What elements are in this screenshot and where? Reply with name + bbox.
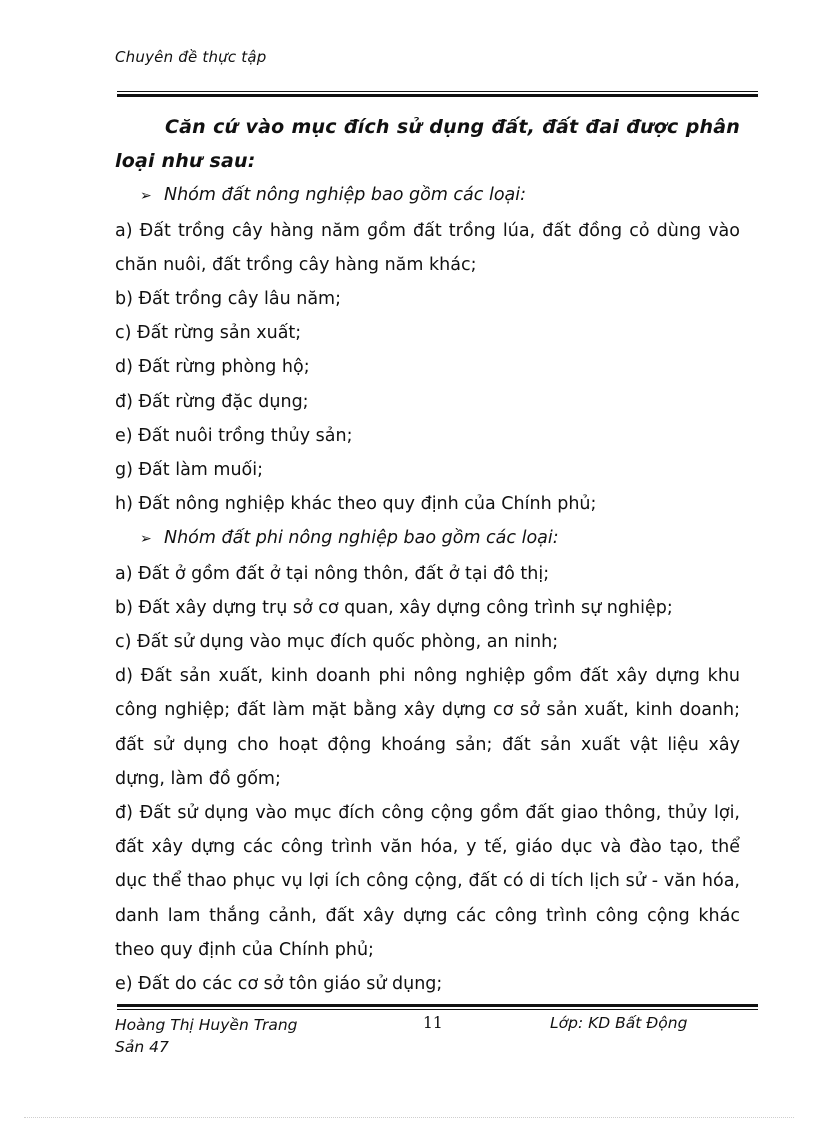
group-heading-text: Nhóm đất phi nông nghiệp bao gồm các loại: xyxy=(164,528,559,549)
header-title: Chuyên đề thực tập xyxy=(115,48,267,66)
footer-author-line1: Hoàng Thị Huyền Trang xyxy=(115,1016,298,1034)
footer-author-line2: Sản 47 xyxy=(115,1038,169,1056)
list-item: a) Đất ở gồm đất ở tại nông thôn, đất ở tại đô thị; xyxy=(115,563,550,584)
footer-class: Lớp: KD Bất Động xyxy=(550,1014,688,1032)
intro-paragraph: Căn cứ vào mục đích sử dụng đất, đất đai được phân loại như sau: xyxy=(115,116,740,173)
page-bottom-divider xyxy=(24,1117,794,1118)
list-item: c) Đất rừng sản xuất; xyxy=(115,323,302,344)
list-item: g) Đất làm muối; xyxy=(115,460,264,481)
list-item: h) Đất nông nghiệp khác theo quy định của Chính phủ; xyxy=(115,494,597,515)
list-item: d) Đất sản xuất, kinh doanh phi nông nghiệp gồm đất xây dựng khu công nghiệp; đất làm mặt bằng xây dựng cơ sở sản xuất, kinh doanh; đất sử dụng cho hoạt động khoáng sản; đất sản xuất vật liệu xây dựng, làm đồ gốm; xyxy=(115,666,740,789)
list-item: đ) Đất rừng đặc dụng; xyxy=(115,391,309,412)
list-item: đ) Đất sử dụng vào mục đích công cộng gồm đất giao thông, thủy lợi, đất xây dựng các công trình văn hóa, y tế, giáo dục và đào tạo, thể dục thể thao phục vụ lợi ích công cộng, đất có di tích lịch sử - văn hóa, danh lam thắng cảnh, đất xây dựng các công trình công cộng khác theo quy định của Chính phủ; xyxy=(115,803,740,960)
list-item: e) Đất nuôi trồng thủy sản; xyxy=(115,425,353,446)
arrow-bullet-icon: ➢ xyxy=(140,188,152,205)
list-item: d) Đất rừng phòng hộ; xyxy=(115,357,310,378)
body-content xyxy=(115,110,740,1001)
list-item: a) Đất trồng cây hàng năm gồm đất trồng lúa, đất đồng cỏ dùng vào chăn nuôi, đất trồng cây hàng năm khác; xyxy=(115,220,740,275)
list-item: b) Đất trồng cây lâu năm; xyxy=(115,289,341,310)
group-heading-text: Nhóm đất nông nghiệp bao gồm các loại: xyxy=(164,185,527,206)
page-number: 11 xyxy=(423,1014,443,1032)
header-rule-thick xyxy=(117,94,758,97)
list-item: e) Đất do các cơ sở tôn giáo sử dụng; xyxy=(115,974,443,995)
footer-rule-thin xyxy=(117,1009,758,1010)
footer-rule-thick xyxy=(117,1004,758,1007)
footer-author xyxy=(115,1014,298,1058)
arrow-bullet-icon: ➢ xyxy=(140,531,152,548)
header-rule-thin xyxy=(117,91,758,92)
list-item: b) Đất xây dựng trụ sở cơ quan, xây dựng công trình sự nghiệp; xyxy=(115,597,673,618)
group-heading-non-agricultural xyxy=(115,521,740,556)
list-item: c) Đất sử dụng vào mục đích quốc phòng, an ninh; xyxy=(115,632,559,653)
group-heading-agricultural xyxy=(115,178,740,213)
